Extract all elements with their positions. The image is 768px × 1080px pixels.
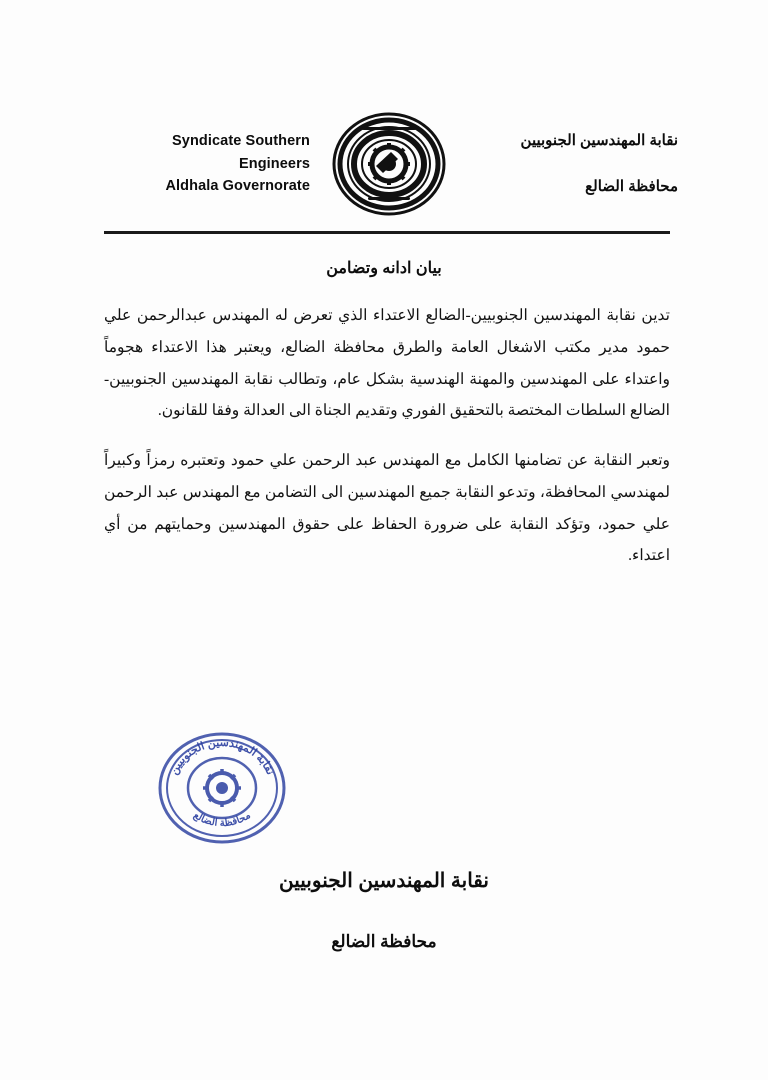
official-round-stamp (150, 726, 294, 850)
svg-text:محافظة الضالع (191, 810, 252, 829)
letterhead-arabic-name (468, 129, 678, 199)
arabic-name-line-2: محافظة الضالع (585, 178, 678, 195)
english-name-line-1: Syndicate Southern (172, 133, 310, 150)
document-body (104, 300, 670, 590)
english-name-line-2: Engineers (238, 155, 310, 172)
stamp-bottom-text: محافظة الضالع (191, 809, 253, 830)
signature-organization: نقابة المهندسين الجنوبيين (279, 870, 489, 892)
header-divider (104, 231, 670, 234)
syndicate-emblem-logo (329, 108, 449, 220)
signature-governorate: محافظة الضالع (331, 932, 437, 951)
body-paragraph-1: تدين نقابة المهندسين الجنوبيين-الضالع الاعتداء الذي تعرض له المهندس عبدالرحمن علي حمود مدير مكتب الاشغال العامة والطرق محافظة الضالع، ويعتبر هذا الاعتداء هجوماً واعتداء على المهندسين والمهنة الهندسية بشكل عام، وتطالب نقابة المهندسين الجنوبيين-الضالع السلطات المختصة بالتحقيق الفوري وتقديم الجناة الى العدالة وفقا للقانون. (104, 307, 670, 420)
english-name-line-3: Aldhala Governorate (165, 178, 310, 195)
stamp-top-text: نقابة المهندسين الجنوبيين (167, 736, 277, 777)
letterhead-english-name (100, 130, 310, 197)
letterhead-header (100, 108, 678, 220)
body-paragraph-2: وتعبر النقابة عن تضامنها الكامل مع المهندس عبد الرحمن علي حمود وتعتبره رمزاً وكبيراً لمهندسي المحافظة، وتدعو النقابة جميع المهندسين الى التضامن مع المهندس عبد الرحمن علي حمود، وتؤكد النقابة على ضرورة الحفاظ على حقوق المهندسين وحمايتهم من أي اعتداء. (104, 452, 670, 565)
arabic-name-line-1: نقابة المهندسين الجنوبيين (520, 132, 678, 149)
page-title: بيان ادانه وتضامن (326, 260, 442, 277)
